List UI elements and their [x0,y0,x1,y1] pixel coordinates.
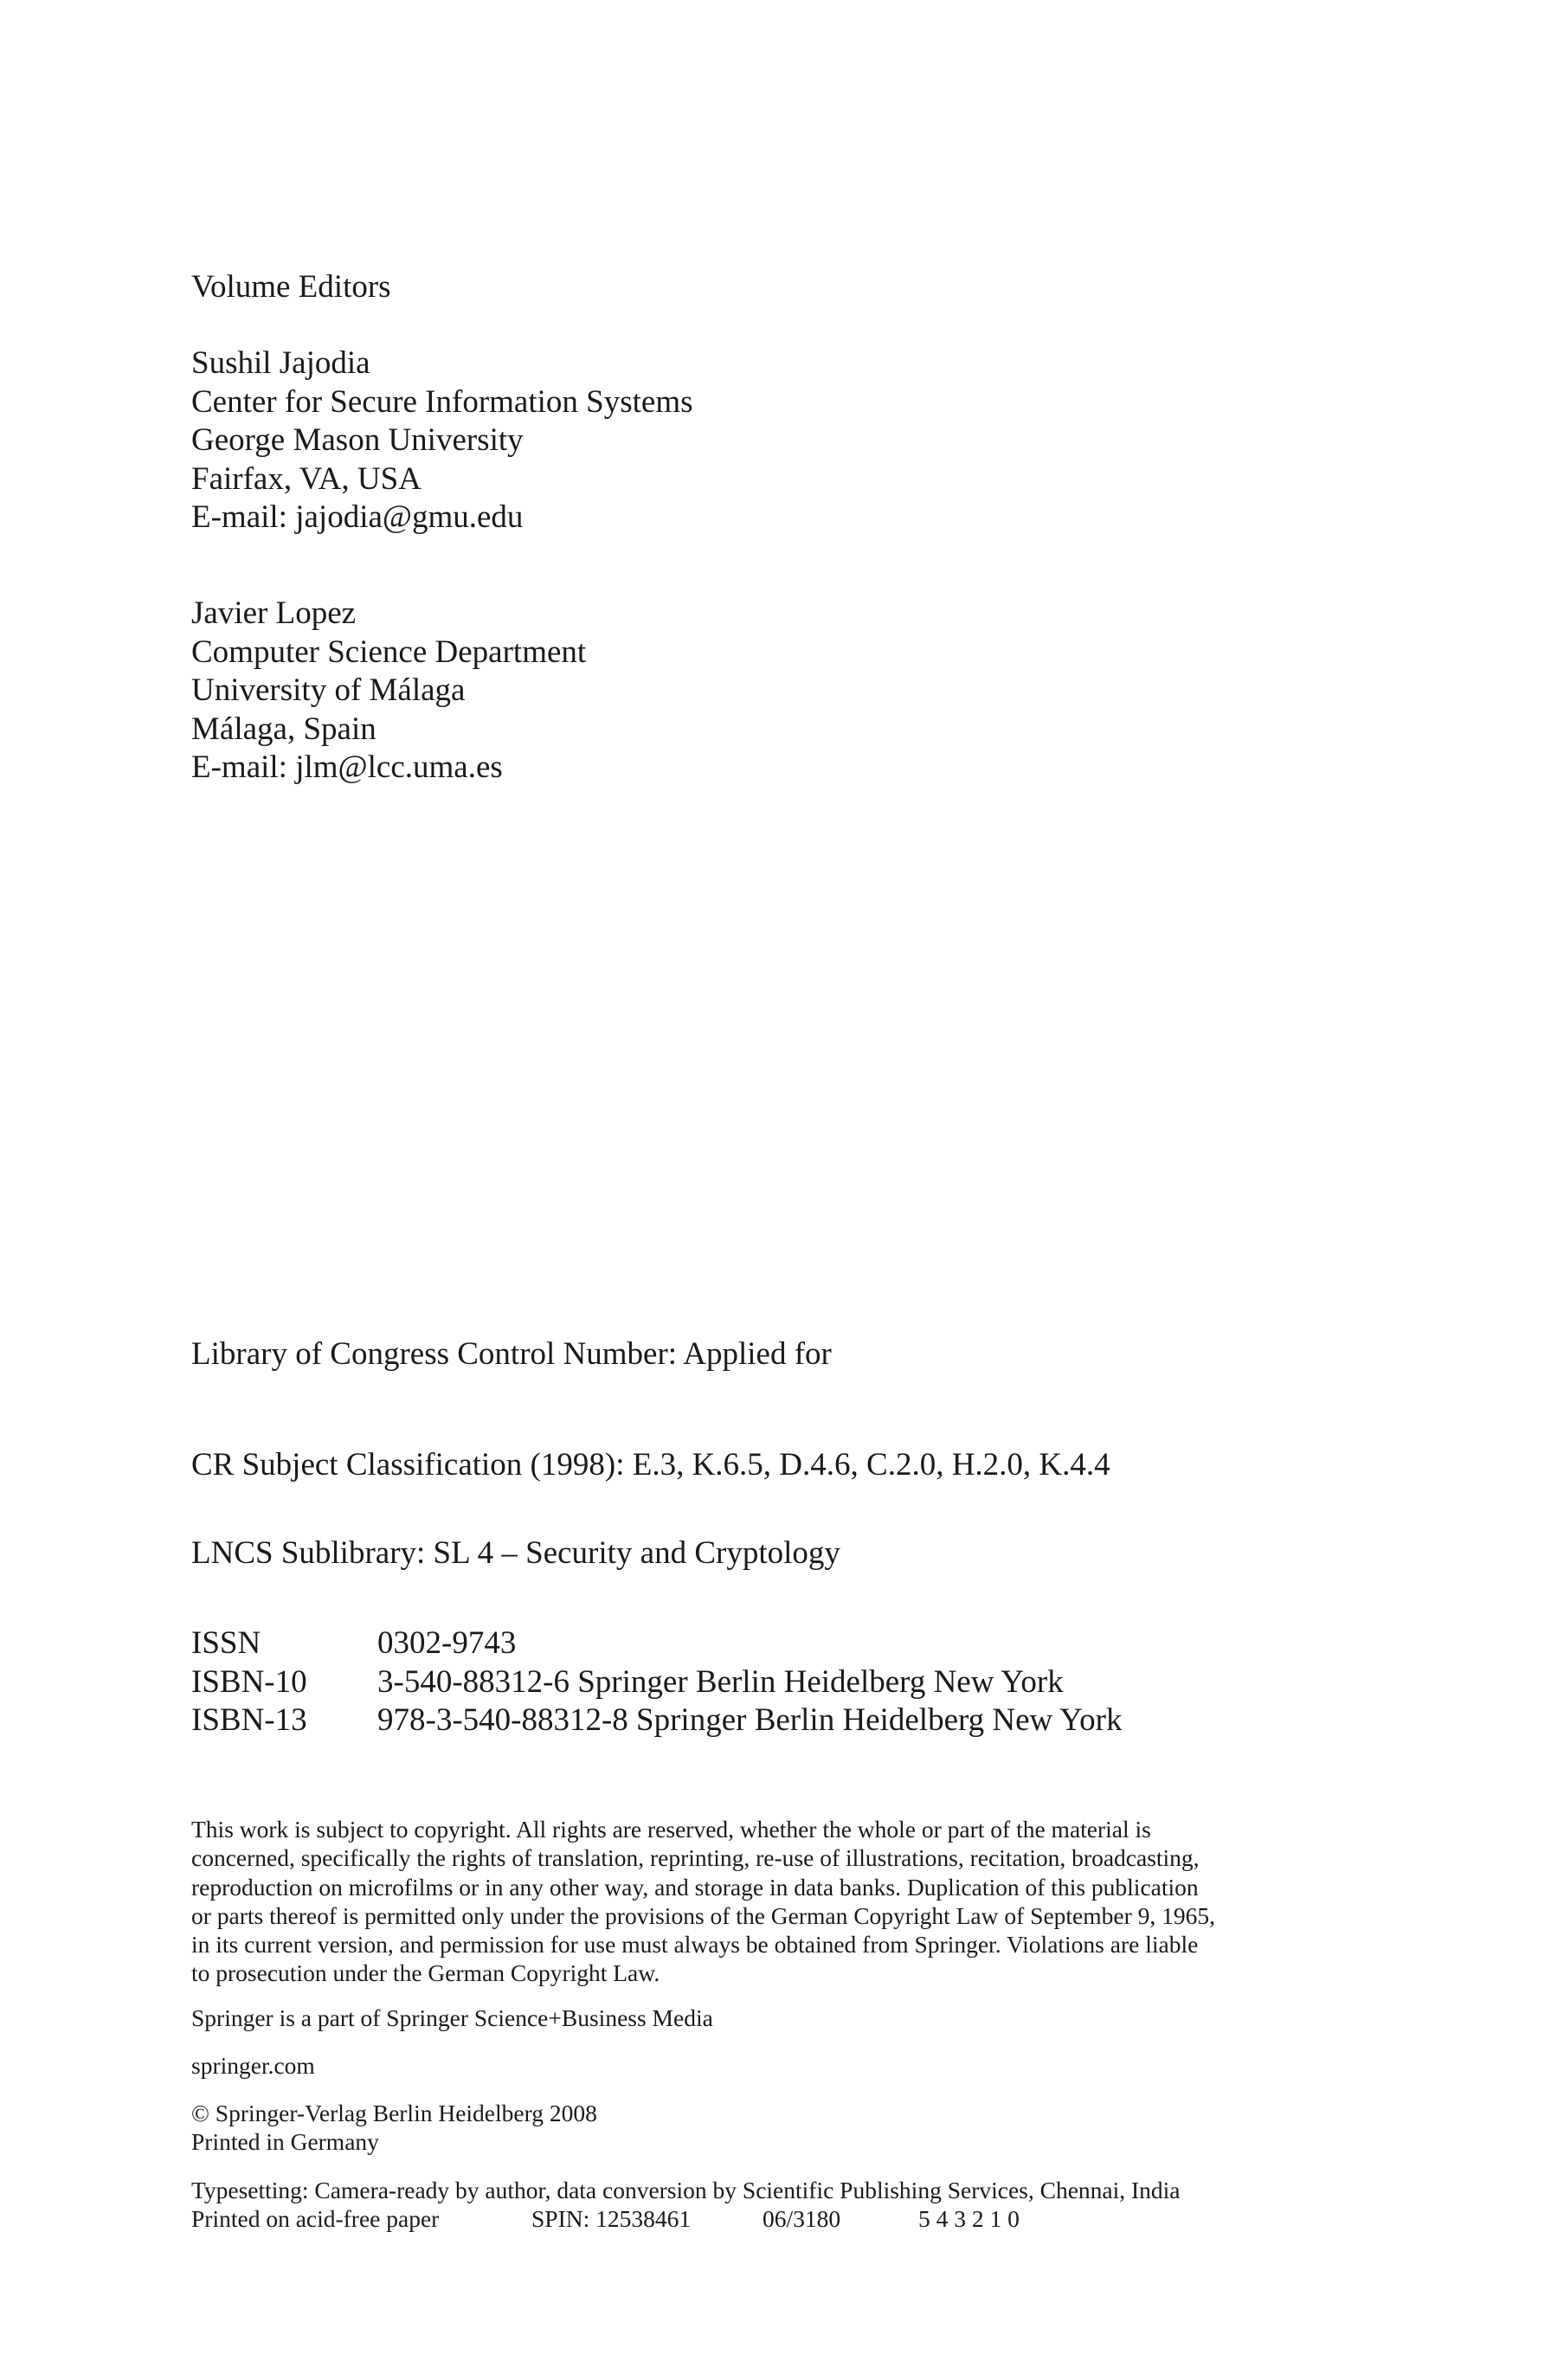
printed-in-text: Printed in Germany [191,2128,379,2156]
editor-affiliation: Center for Secure Information Systems [191,383,693,420]
springer-part [191,2004,713,2032]
lncs-sublibrary-text: LNCS Sublibrary: SL 4 – Security and Cryptology [191,1535,840,1571]
copyright-notice-line: concerned, specifically the rights of translation, reprinting, re-use of illustrations, recitation, broadcasting, [191,1844,1200,1872]
copyright-holder [191,2099,597,2157]
copyright-notice-line: to prosecution under the German Copyright Law. [191,1959,660,1987]
website [191,2051,315,2080]
editor-institution: George Mason University [191,422,524,458]
spin-number: SPIN: 12538461 [531,2205,692,2233]
copyright-holder-text: © Springer-Verlag Berlin Heidelberg 2008 [191,2100,597,2126]
copyright-notice-line: or parts thereof is permitted only under the provisions of the German Copyright Law of September 9, 1965, [191,1901,1215,1929]
identifier-label: ISSN [191,1625,261,1661]
typesetting-section [191,2176,1181,2234]
editor-email: E-mail: jlm@lcc.uma.es [191,749,503,785]
lncs-sublibrary [191,1534,840,1573]
copyright-notice-line: in its current version, and permission for use must always be obtained from Springer. Violations are liable [191,1931,1199,1959]
editor-1 [191,344,693,537]
identifier-value: 978-3-540-88312-8 Springer Berlin Heidelberg New York [377,1702,1123,1738]
volume-editors-heading: Volume Editors [191,269,391,305]
printing-number: 5 4 3 2 1 0 [918,2205,1020,2233]
cr-subject-classification [191,1446,1110,1485]
editor-institution: University of Málaga [191,672,466,708]
copyright-notice-line: This work is subject to copyright. All rights are reserved, whether the whole or part of the material is [191,1816,1151,1843]
editor-location: Fairfax, VA, USA [191,460,422,497]
identifier-row-isbn10 [191,1663,1122,1702]
editor-name: Javier Lopez [191,595,357,631]
volume-editors-section [191,268,391,307]
springer-part-text: Springer is a part of Springer Science+Business Media [191,2004,713,2031]
copyright-notice-line: reproduction on microfilms or in any other way, and storage in data banks. Duplication of this publication [191,1873,1199,1901]
loc-control-number: Library of Congress Control Number: Applied for [191,1336,832,1372]
identifier-label: ISBN-10 [191,1663,307,1700]
identifier-row-issn [191,1624,1122,1663]
print-code: 06/3180 [763,2205,841,2233]
print-info-row [191,2204,1181,2233]
editor-email: E-mail: jajodia@gmu.edu [191,499,524,535]
identifiers-table [191,1624,1122,1740]
identifier-value: 3-540-88312-6 Springer Berlin Heidelberg New York [377,1663,1064,1700]
library-of-congress [191,1335,832,1374]
identifier-value: 0302-9743 [377,1625,517,1661]
acid-free-paper: Printed on acid-free paper [191,2205,440,2233]
editor-location: Málaga, Spain [191,711,376,747]
website-text: springer.com [191,2052,315,2079]
cr-classification-text: CR Subject Classification (1998): E.3, K.6.5, D.4.6, C.2.0, H.2.0, K.4.4 [191,1447,1110,1483]
identifier-label: ISBN-13 [191,1702,307,1738]
copyright-notice [191,1815,1335,1988]
editor-affiliation: Computer Science Department [191,634,587,670]
typesetting-text: Typesetting: Camera-ready by author, data conversion by Scientific Publishing Services, Chennai, India [191,2177,1181,2203]
editor-2 [191,595,586,788]
editor-name: Sushil Jajodia [191,345,370,381]
identifier-row-isbn13 [191,1701,1122,1740]
